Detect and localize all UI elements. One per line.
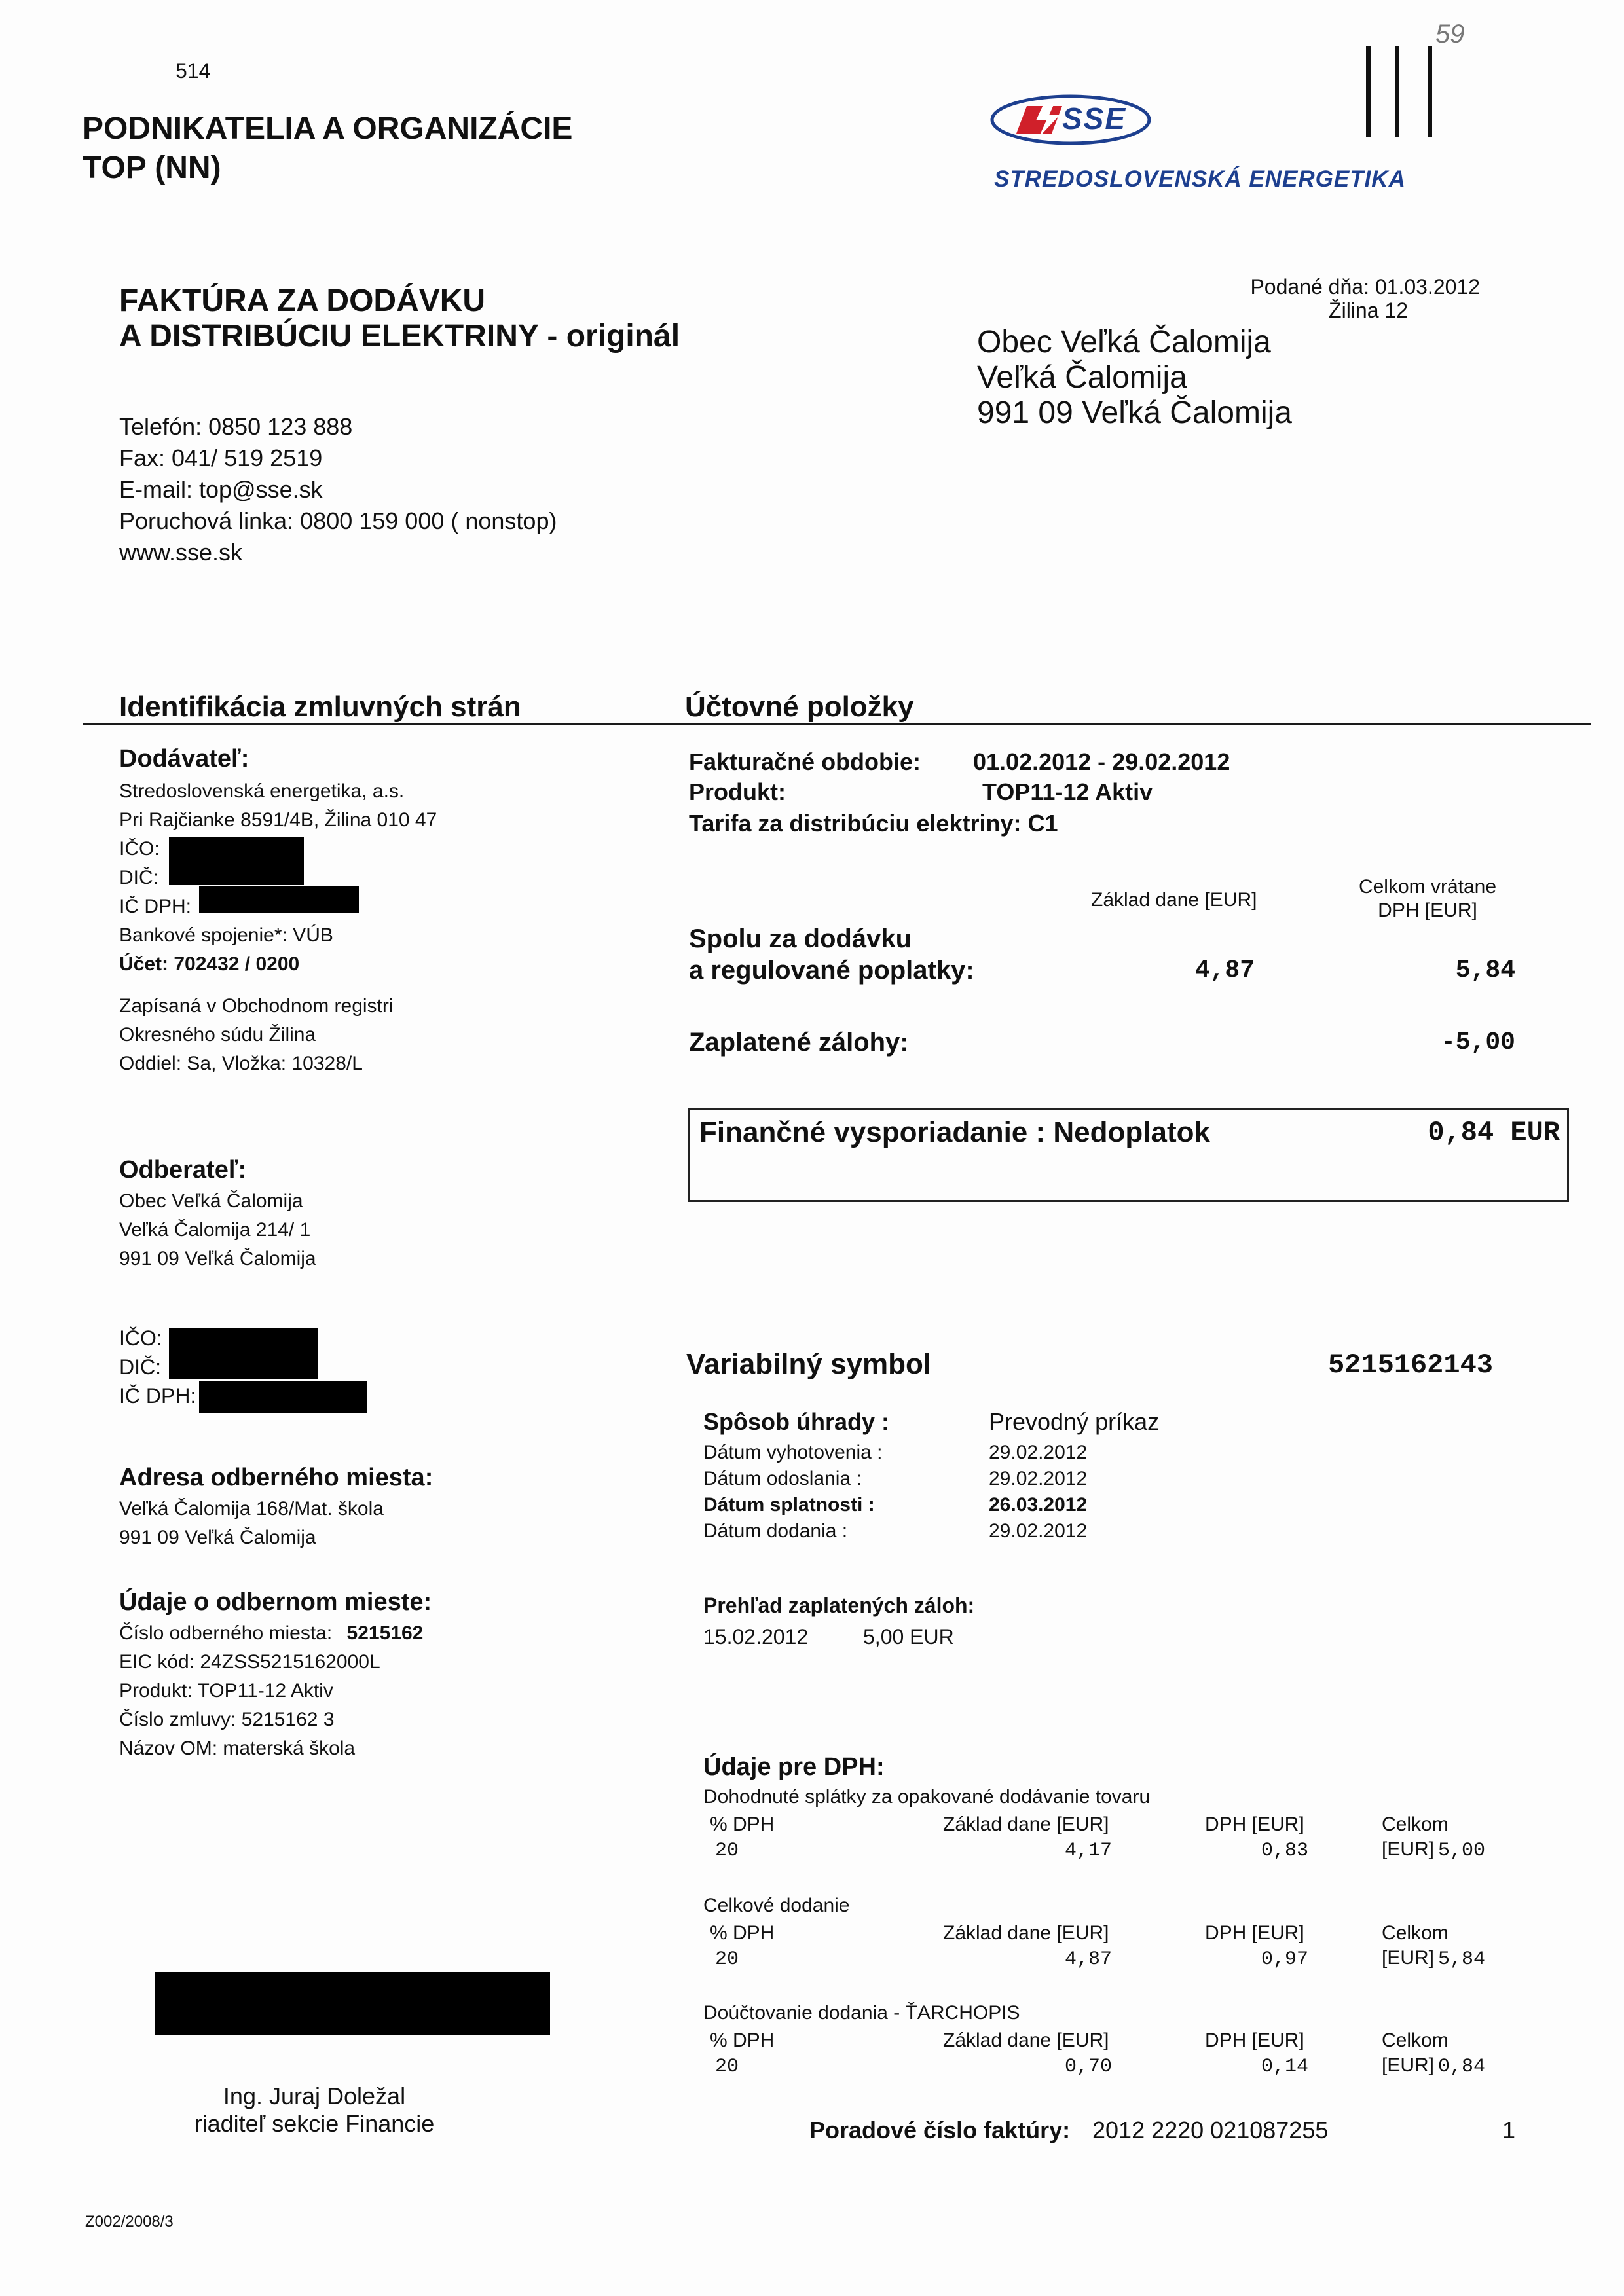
col-total-header-line1: Celkom vrátane [1358,876,1497,898]
posted-office: Žilina 12 [1329,299,1408,322]
redacted-customer-ico-dic [169,1328,318,1379]
payment-method-value: Prevodný príkaz [989,1408,1160,1435]
delivery-point-number-row [119,1621,423,1650]
vat-section-title: Celkové dodanie [703,1895,850,1916]
delivery-address-line2: 991 09 Veľká Čalomija [119,1527,316,1548]
signatory-title: riaditeľ sekcie Financie [194,2110,435,2137]
form-code: Z002/2008/3 [85,2213,174,2231]
supplier-dic-label: DIČ: [119,867,158,888]
sse-logo [989,92,1153,148]
settlement-value: 0,84 EUR [1428,1117,1560,1148]
product-value: TOP11-12 Aktiv [982,778,1153,805]
customer-address1: Veľká Čalomija 214/ 1 [119,1219,311,1241]
customer-dic-label: DIČ: [119,1355,161,1379]
sum-label-line2: a regulované poplatky: [689,956,974,985]
supplier-name: Stredoslovenská energetika, a.s. [119,780,405,802]
vs-label: Variabilný symbol [686,1348,932,1380]
vat-total-header: Celkom [EUR] [1382,2030,1449,2076]
delivery-point-heading: Údaje o odbernom mieste: [119,1588,432,1616]
contact-hotline: Poruchová linka: 0800 159 000 ( nonstop) [119,507,557,534]
issued-date-value: 29.02.2012 [989,1442,1088,1463]
advance-date: 15.02.2012 [703,1625,809,1649]
advances-label: Zaplatené zálohy: [689,1028,909,1057]
redacted-supplier-icdph [199,886,359,913]
supplier-ico-label: IČO: [119,838,160,860]
vat-vat-header: DPH [EUR] [1205,1922,1304,1944]
contact-email: E-mail: top@sse.sk [119,476,323,503]
vat-base-header: Základ dane [EUR] [943,1813,1109,1835]
payment-dates-values [989,1440,1087,1545]
sum-base-value: 4,87 [1194,957,1255,985]
sent-date-value: 29.02.2012 [989,1468,1088,1489]
supplier-heading: Dodávateľ: [119,745,249,773]
vat-total-header: Celkom [EUR] [1382,1922,1449,1969]
vat-heading: Údaje pre DPH: [703,1753,885,1781]
vat-base-header: Základ dane [EUR] [943,1922,1109,1944]
vat-rate-value: 20 [715,1948,739,1971]
recipient-town: Veľká Čalomija [977,360,1187,395]
customer-category-line1: PODNIKATELIA A ORGANIZÁCIE [83,111,573,146]
vat-total-value: 0,84 [1437,2056,1485,2078]
vs-value: 5215162143 [1327,1349,1493,1381]
page-code: 514 [175,59,211,82]
supplier-address: Pri Rajčianke 8591/4B, Žilina 010 47 [119,809,437,831]
vat-base-header: Základ dane [EUR] [943,2030,1109,2051]
redacted-supplier-ico-dic [169,837,304,885]
vat-vat-value: 0,83 [1261,1840,1308,1862]
vat-vat-value: 0,14 [1261,2056,1308,2078]
posted-date: Podané dňa: 01.03.2012 [1250,275,1480,299]
invoice-number-label: Poradové číslo faktúry: [809,2117,1071,2143]
delivery-date-value: 29.02.2012 [989,1520,1088,1542]
supplier-account: Účet: 702432 / 0200 [119,953,300,975]
delivery-point-eic: EIC kód: 24ZSS5215162000L [119,1651,380,1673]
contact-web: www.sse.sk [119,539,243,566]
delivery-point-product: Produkt: TOP11-12 Aktiv [119,1680,333,1702]
supplier-bank: Bankové spojenie*: VÚB [119,924,333,946]
vat-section-title: Dohodnuté splátky za opakované dodávanie tovaru [703,1786,1151,1808]
contact-fax: Fax: 041/ 519 2519 [119,445,323,471]
customer-block [119,1189,316,1275]
vat-section-title: Doúčtovanie dodania - ŤARCHOPIS [703,2002,1020,2024]
product-label: Produkt: [689,778,786,805]
page-number: 1 [1502,2117,1516,2143]
invoice-title-line2: A DISTRIBÚCIU ELEKTRINY - originál [119,319,680,354]
customer-icdph-label: IČ DPH: [119,1384,196,1408]
sum-total-value: 5,84 [1455,957,1515,985]
col-total-header-line2: DPH [EUR] [1378,900,1477,921]
delivery-address-heading: Adresa odberného miesta: [119,1464,434,1491]
col-base-header: Základ dane [EUR] [1091,889,1257,911]
vat-vat-value: 0,97 [1261,1948,1308,1971]
payment-dates-labels [703,1440,882,1545]
supplier-register-block [119,994,394,1080]
company-name: STREDOSLOVENSKÁ ENERGETIKA [994,166,1406,192]
supplier-icdph-label: IČ DPH: [119,896,192,917]
signatory-name: Ing. Juraj Doležal [223,2083,406,2109]
contact-block [119,412,557,570]
vat-value-row [710,1947,1485,1973]
payment-method-label: Spôsob úhrady : [703,1408,890,1435]
vat-vat-header: DPH [EUR] [1205,1813,1304,1835]
logo-text: SSE [1062,101,1127,136]
vat-rate-header: % DPH [710,1813,775,1835]
customer-heading: Odberateľ: [119,1156,247,1184]
advances-overview-heading: Prehľad zaplatených záloh: [703,1594,975,1617]
invoice-title-line1: FAKTÚRA ZA DODÁVKU [119,283,486,318]
tariff: Tarifa za distribúciu elektriny: C1 [689,810,1058,837]
vat-rate-header: % DPH [710,2030,775,2051]
customer-ico-label: IČO: [119,1326,162,1350]
vat-total-value: 5,84 [1437,1948,1485,1971]
delivery-point-om-name: Názov OM: materská škola [119,1738,356,1759]
delivery-address-line1: Veľká Čalomija 168/Mat. škola [119,1498,384,1520]
delivery-point-block [119,1621,423,1765]
due-date-label: Dátum splatnosti : [703,1494,875,1516]
vat-rate-header: % DPH [710,1922,775,1944]
vat-value-row [710,1838,1485,1865]
handwritten-number: 59 [1435,20,1465,48]
vat-base-value: 0,70 [1064,2056,1112,2078]
redacted-customer-icdph [199,1381,367,1413]
advance-amount: 5,00 EUR [863,1625,954,1649]
parties-heading-rule [83,723,685,725]
supplier-register-line1: Zapísaná v Obchodnom registri [119,995,394,1017]
contact-phone: Telefón: 0850 123 888 [119,413,353,440]
sent-date-label: Dátum odoslania : [703,1468,862,1489]
settlement-label: Finančné vysporiadanie : Nedoplatok [699,1116,1210,1148]
delivery-date-label: Dátum dodania : [703,1520,848,1542]
parties-heading: Identifikácia zmluvných strán [119,691,521,723]
customer-address2: 991 09 Veľká Čalomija [119,1248,316,1269]
recipient-name: Obec Veľká Čalomija [977,325,1271,359]
advances-value: -5,00 [1440,1029,1515,1057]
customer-name: Obec Veľká Čalomija [119,1190,303,1212]
vat-total-value: 5,00 [1437,1840,1485,1862]
vat-total-header: Celkom [EUR] [1382,1813,1449,1860]
sum-label-line1: Spolu za dodávku [689,924,912,953]
vat-vat-header: DPH [EUR] [1205,2030,1304,2051]
vat-rate-value: 20 [715,1840,739,1862]
delivery-point-number-label: Číslo odberného miesta: [119,1622,333,1644]
supplier-register-line3: Oddiel: Sa, Vložka: 10328/L [119,1053,363,1074]
items-heading: Účtovné položky [685,691,914,723]
items-heading-rule [685,723,1591,725]
vat-value-row [710,2054,1485,2081]
vat-rate-value: 20 [715,2056,739,2078]
delivery-point-contract: Číslo zmluvy: 5215162 3 [119,1709,335,1730]
customer-category-line2: TOP (NN) [83,151,221,185]
redacted-signature [155,1972,550,2035]
recipient-postcode: 991 09 Veľká Čalomija [977,395,1292,430]
period-label: Fakturačné obdobie: [689,748,921,775]
delivery-point-number-value: 5215162 [346,1622,424,1644]
supplier-register-line2: Okresného súdu Žilina [119,1024,316,1046]
due-date-value: 26.03.2012 [989,1494,1088,1516]
vat-base-value: 4,87 [1064,1948,1112,1971]
invoice-number-value: 2012 2220 021087255 [1092,2117,1329,2143]
vat-base-value: 4,17 [1064,1840,1112,1862]
period-value: 01.02.2012 - 29.02.2012 [973,748,1230,775]
delivery-address-block [119,1497,384,1554]
issued-date-label: Dátum vyhotovenia : [703,1442,883,1463]
